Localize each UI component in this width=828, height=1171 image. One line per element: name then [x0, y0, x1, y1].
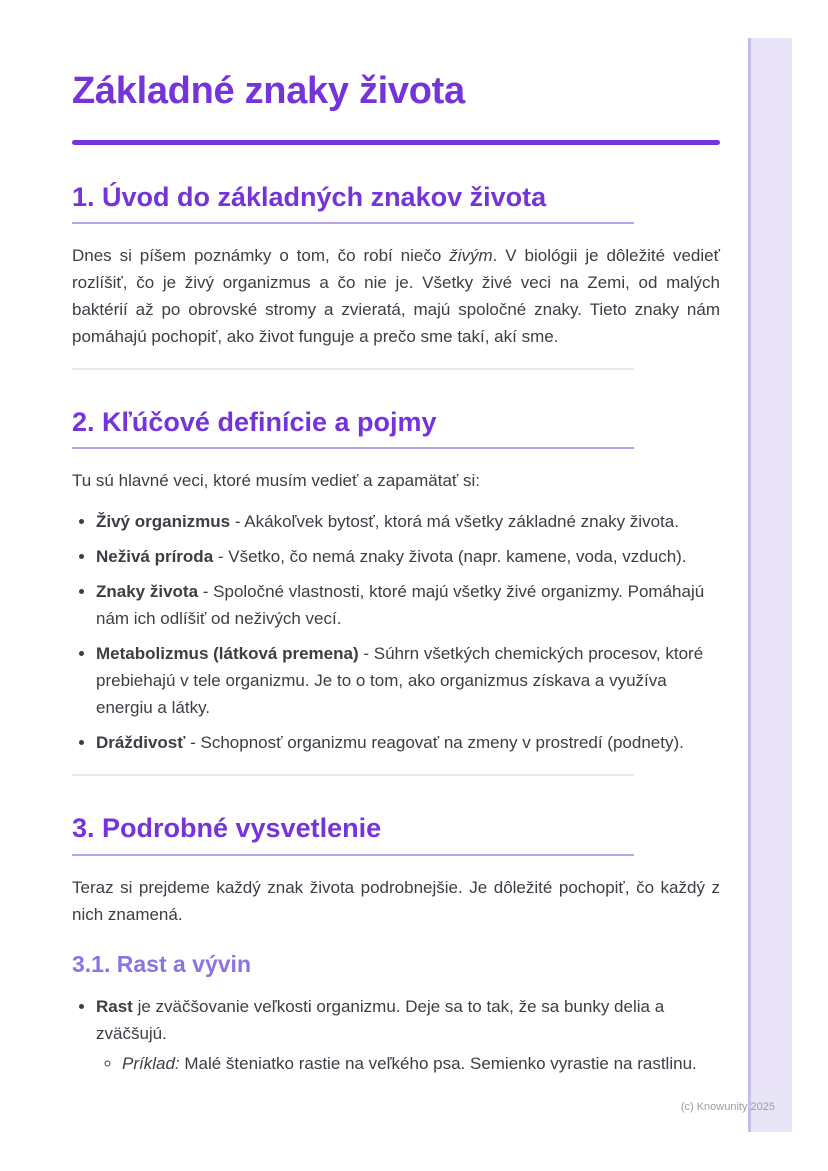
list-item [96, 508, 720, 535]
intro-paragraph-italic: živým [449, 246, 493, 266]
intro-paragraph [72, 242, 720, 350]
definition-text: - Schopnosť organizmu reagovať na zmeny v prostredí (podnety). [185, 733, 684, 753]
page-edge-decoration [748, 38, 792, 1132]
example-list [96, 1050, 720, 1077]
section-intro [72, 181, 720, 350]
list-item [96, 729, 720, 756]
heading-underline [72, 222, 634, 224]
definitions-lead: Tu sú hlavné veci, ktoré musím vedieť a zapamätať si: [72, 471, 481, 491]
heading-underline [72, 447, 634, 449]
page-title: Základné znaky života [72, 70, 465, 112]
subsection-heading-growth: 3.1. Rast a vývin [72, 950, 251, 977]
definition-text: - Všetko, čo nemá znaky života (napr. kamene, voda, vzduch). [213, 547, 687, 567]
definition-text: - Súhrn všetkých chemických procesov, ktoré prebiehajú v tele organizmu. Je to o tom, ako organizmus získava a využíva energiu a látky. [96, 644, 704, 718]
example-lead: Príklad: [122, 1053, 180, 1073]
title-rule [72, 140, 720, 145]
example-item [122, 1050, 720, 1077]
example-text: Malé šteniatko rastie na veľkého psa. Semienko vyrastie na rastlinu. [179, 1053, 697, 1073]
definition-term: Metabolizmus (látková premena) [96, 644, 359, 664]
section-heading-definitions: 2. Kľúčové definície a pojmy [72, 407, 437, 438]
list-item [96, 543, 720, 570]
growth-text: je zväčšovanie veľkosti organizmu. Deje sa to tak, že sa bunky delia a zväčšujú. [96, 996, 665, 1043]
definition-term: Živý organizmus [96, 512, 231, 532]
list-item [96, 640, 720, 721]
section-heading-details: 3. Podrobné vysvetlenie [72, 813, 382, 844]
list-item [96, 993, 720, 1077]
definition-term: Znaky života [96, 582, 199, 602]
note-document [72, 0, 720, 1085]
section-details [72, 812, 720, 1076]
definitions-list [72, 508, 720, 756]
section-divider [72, 774, 634, 776]
intro-paragraph-rest: . V biológii je dôležité vedieť rozlíšiť, čo je živý organizmus a čo nie je. Všetky živé veci na Zemi, od malých baktérií až po obrovské stromy a zvieratá, majú spoločné znaky. Tieto znaky nám pomáhajú pochopiť, ako život funguje a prečo sme takí, akí sme. [72, 246, 720, 347]
definition-text: - Spoločné vlastnosti, ktoré majú všetky živé organizmy. Pomáhajú nám ich odlíšiť od neživých vecí. [96, 582, 705, 629]
copyright-footer: (c) Knowunity 2025 [680, 1101, 775, 1113]
definition-term: Dráždivosť [96, 733, 186, 753]
growth-list [72, 993, 720, 1077]
heading-underline [72, 854, 634, 856]
list-item [96, 578, 720, 632]
definition-text: - Akákoľvek bytosť, ktorá má všetky základné znaky života. [230, 512, 679, 532]
intro-paragraph-text: Dnes si píšem poznámky o tom, čo robí niečo [72, 246, 450, 266]
section-definitions [72, 406, 720, 756]
section-heading-intro: 1. Úvod do základných znakov života [72, 181, 547, 212]
section-divider [72, 368, 634, 370]
growth-term: Rast [96, 996, 133, 1016]
definition-term: Neživá príroda [96, 547, 214, 567]
details-lead: Teraz si prejdeme každý znak života podrobnejšie. Je dôležité pochopiť, čo každý z nich znamená. [72, 877, 720, 924]
